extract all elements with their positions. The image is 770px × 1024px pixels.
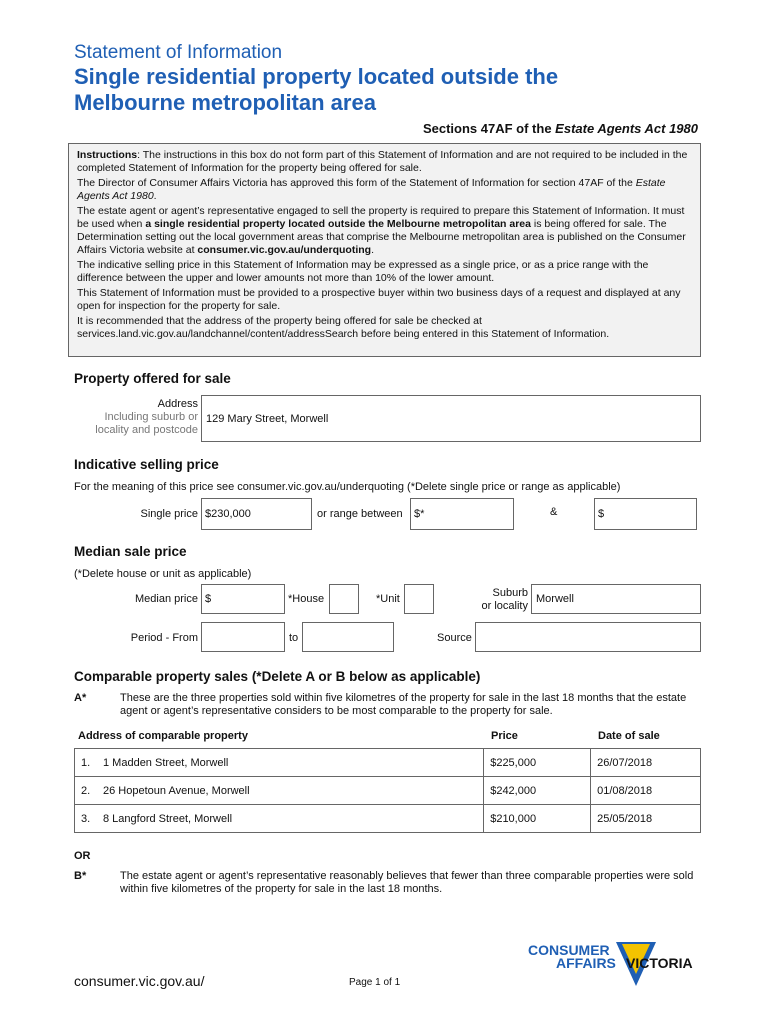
form-subtitle: Statement of Information	[74, 42, 283, 63]
suburb-label-2: or locality	[481, 600, 528, 612]
col-price-header: Price	[491, 730, 518, 742]
instructions-p6: It is recommended that the address of the property being offered for sale be checked at services.land.vic.gov.au/landchannel/content/addressSearch before being entered in this Statement of Information.	[77, 315, 610, 340]
p2c: .	[153, 190, 157, 202]
option-b-label: B*	[74, 870, 87, 882]
median-price-field[interactable]	[201, 584, 285, 614]
sections-act: Estate Agents Act 1980	[555, 121, 698, 136]
date-cell[interactable]: 26/07/2018	[591, 749, 701, 777]
address-value: 129 Mary Street, Morwell	[206, 413, 329, 425]
page-title	[74, 64, 558, 116]
page-number: Page 1 of 1	[349, 977, 401, 988]
option-a-label: A*	[74, 692, 87, 704]
range-to-value: $	[598, 508, 605, 520]
consumer-affairs-logo	[528, 942, 703, 986]
instructions-box	[68, 143, 701, 357]
date-cell[interactable]: 01/08/2018	[591, 777, 701, 805]
row-address: 8 Langford Street, Morwell	[103, 812, 233, 825]
or-label: OR	[74, 850, 91, 862]
source-field[interactable]	[475, 622, 701, 652]
p2a: The Director of Consumer Affairs Victoria has approved this form of the Statement of Information for section 47AF of the	[77, 177, 636, 189]
range-from-field[interactable]	[410, 498, 514, 530]
median-price-label: Median price	[135, 593, 198, 605]
range-ampersand: &	[550, 506, 558, 518]
p3e: .	[371, 244, 375, 256]
underquoting-link[interactable]: consumer.vic.gov.au/underquoting	[197, 244, 372, 256]
col-address-header: Address of comparable property	[78, 730, 248, 742]
p3b: a single residential property located outside the Melbourne metropolitan area	[145, 218, 531, 230]
p3a: The estate agent or agent’s representative engaged to sell the property is required to prepare this Statement of Information. It must be used when	[77, 205, 685, 230]
source-label: Source	[437, 632, 472, 644]
address-cell[interactable]	[75, 749, 484, 777]
title-line-2: Melbourne metropolitan area	[74, 90, 376, 115]
logo-line-1: CONSUMER	[528, 942, 610, 958]
indicative-heading: Indicative selling price	[74, 457, 219, 472]
price-cell[interactable]: $225,000	[484, 749, 591, 777]
option-b-text: The estate agent or agent’s representative reasonably believes that fewer than three comparable properties were sold within five kilometres of the property for sale in the last 18 months.	[120, 870, 694, 895]
logo-line-2: AFFAIRS	[556, 955, 616, 971]
instructions-p2	[77, 177, 692, 203]
median-note: (*Delete house or unit as applicable)	[74, 568, 252, 580]
row-number: 2.	[81, 784, 91, 797]
row-address: 1 Madden Street, Morwell	[103, 756, 229, 769]
single-price-label: Single price	[140, 508, 198, 520]
house-label: *House	[288, 593, 325, 605]
house-checkbox[interactable]	[329, 584, 359, 614]
sections-reference	[423, 121, 698, 136]
single-price-value: $230,000	[205, 508, 251, 520]
option-a-text: These are the three properties sold within five kilometres of the property for sale in the last 18 months that the estate agent or agent’s representative considers to be most comparable to the property for sale.	[120, 692, 687, 717]
date-cell[interactable]: 25/05/2018	[591, 805, 701, 833]
instructions-p3	[77, 205, 692, 257]
median-price-value: $	[205, 593, 212, 605]
price-cell[interactable]: $242,000	[484, 777, 591, 805]
single-price-field[interactable]	[201, 498, 312, 530]
p2b: Estate Agents Act 1980	[77, 177, 666, 202]
footer-website[interactable]: consumer.vic.gov.au/	[74, 973, 205, 989]
comparable-heading: Comparable property sales (*Delete A or B below as applicable)	[74, 669, 481, 684]
address-label: Address	[157, 398, 198, 410]
address-cell[interactable]	[75, 777, 484, 805]
unit-checkbox[interactable]	[404, 584, 434, 614]
col-date-header: Date of sale	[598, 730, 660, 742]
logo-line-3: VICTORIA	[626, 955, 693, 971]
row-address: 26 Hopetoun Avenue, Morwell	[103, 784, 250, 797]
suburb-value: Morwell	[536, 593, 574, 605]
unit-label: *Unit	[376, 593, 400, 605]
instructions-p1	[77, 149, 692, 175]
table-row	[75, 805, 701, 833]
p3c: is being offered for sale. The Determination setting out the local government areas that comprise the Melbourne metropolitan area is published on the Consumer Affairs Victoria website at	[77, 218, 686, 256]
address-hint-2: locality and postcode	[95, 424, 198, 436]
range-from-value: $*	[414, 508, 425, 520]
property-heading: Property offered for sale	[74, 371, 231, 386]
address-hint-1: Including suburb or	[104, 411, 198, 423]
address-label-group	[74, 398, 198, 437]
instructions-p1-text: : The instructions in this box do not form part of this Statement of Information and are not required to be included in the completed Statement of Information for the property being offered for sale.	[77, 149, 688, 174]
instructions-p4: The indicative selling price in this Statement of Information may be expressed as a single price, or as a price range with the difference between the upper and lower amounts not more than 10% of the lower amount.	[77, 259, 649, 284]
suburb-label-group	[470, 587, 528, 613]
comparable-sales-table	[74, 748, 701, 833]
table-row	[75, 749, 701, 777]
indicative-note: For the meaning of this price see consumer.vic.gov.au/underquoting (*Delete single price or range as applicable)	[74, 481, 621, 493]
range-to-field[interactable]	[594, 498, 697, 530]
price-cell[interactable]: $210,000	[484, 805, 591, 833]
table-row	[75, 777, 701, 805]
period-from-label: Period - From	[130, 632, 198, 644]
row-number: 1.	[81, 756, 91, 769]
range-label: or range between	[317, 508, 403, 520]
suburb-label-1: Suburb	[492, 587, 528, 599]
period-to-field[interactable]	[302, 622, 394, 652]
title-line-1: Single residential property located outside the	[74, 64, 559, 89]
median-heading: Median sale price	[74, 544, 187, 559]
address-field[interactable]	[201, 395, 701, 442]
sections-prefix: Sections 47AF of the	[422, 121, 556, 136]
period-to-label: to	[289, 632, 299, 644]
instructions-p5: This Statement of Information must be provided to a prospective buyer within two business days of a request and displayed at any open for inspection for the property for sale.	[77, 287, 681, 312]
suburb-field[interactable]	[531, 584, 701, 614]
address-cell[interactable]	[75, 805, 484, 833]
instructions-label: Instructions	[77, 149, 138, 161]
row-number: 3.	[81, 812, 91, 825]
period-from-field[interactable]	[201, 622, 285, 652]
